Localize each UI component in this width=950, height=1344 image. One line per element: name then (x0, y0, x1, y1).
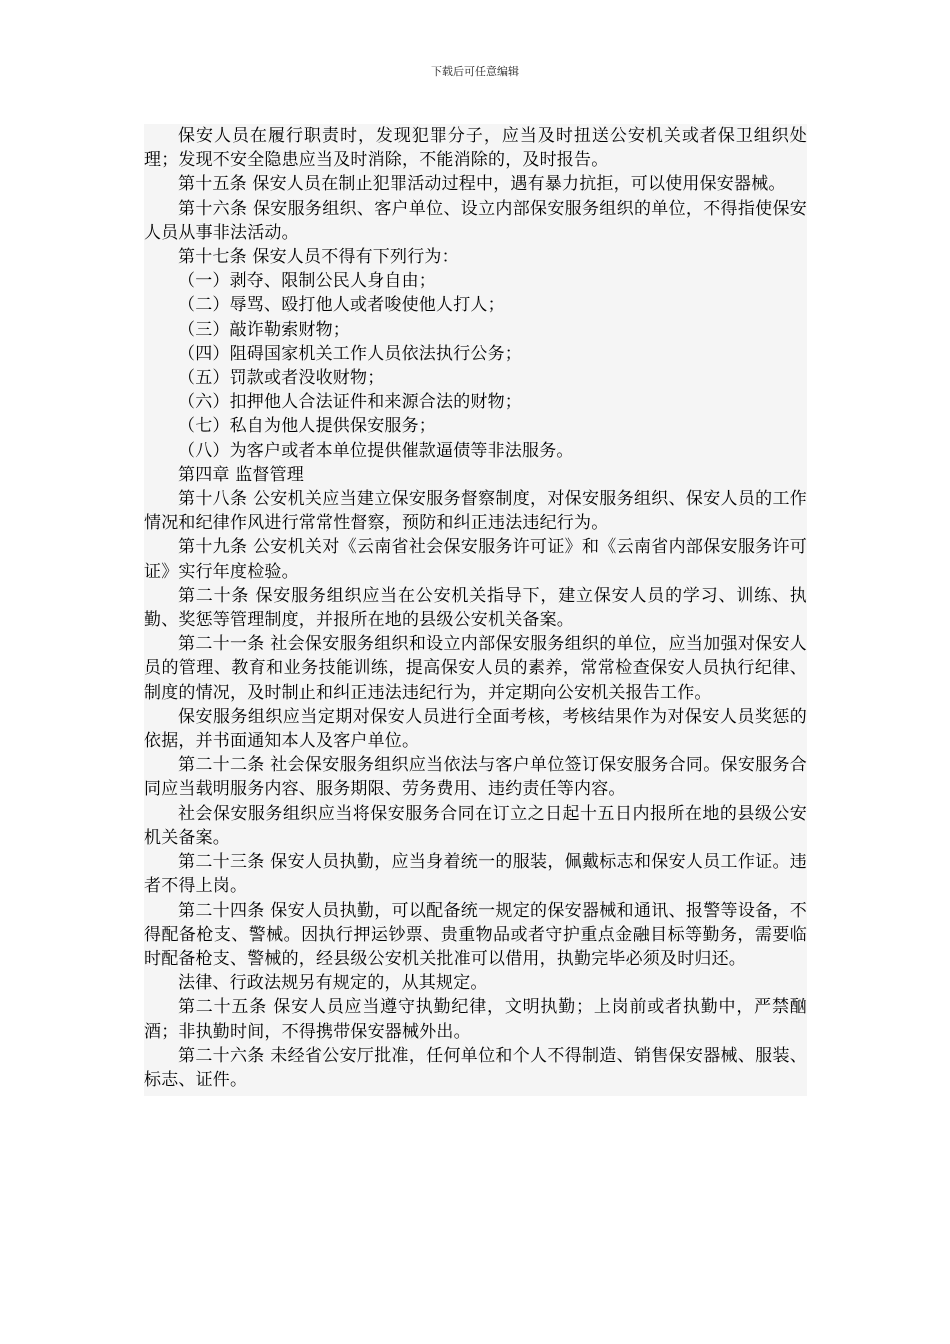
paragraph: 第二十二条 社会保安服务组织应当依法与客户单位签订保安服务合同。保安服务合同应当载明服务内容、服务期限、劳务费用、违约责任等内容。 (144, 755, 807, 800)
page-header-note: 下载后可任意编辑 (431, 65, 519, 78)
paragraph: 第二十五条 保安人员应当遵守执勤纪律，文明执勤；上岗前或者执勤中，严禁酗酒；非执勤时间，不得携带保安器械外出。 (144, 997, 807, 1042)
list-item: （一）剥夺、限制公民人身自由； (178, 271, 436, 292)
list-item: （七）私自为他人提供保安服务； (178, 416, 436, 437)
list-item: （六）扣押他人合法证件和来源合法的财物； (178, 392, 522, 413)
paragraph: 第十九条 公安机关对《云南省社会保安服务许可证》和《云南省内部保安服务许可证》实行年度检验。 (144, 537, 807, 582)
paragraph: 社会保安服务组织应当将保安服务合同在订立之日起十五日内报所在地的县级公安机关备案。 (144, 803, 807, 848)
list-item: （四）阻碍国家机关工作人员依法执行公务； (178, 343, 522, 364)
paragraph: 保安人员在履行职责时，发现犯罪分子，应当及时扭送公安机关或者保卫组织处理；发现不安全隐患应当及时消除，不能消除的，及时报告。 (144, 126, 807, 171)
list-item: （八）为客户或者本单位提供催款逼债等非法服务。 (178, 440, 574, 461)
document-body (144, 124, 807, 1096)
chapter-heading: 第四章 监督管理 (178, 464, 305, 485)
paragraph: 第十八条 公安机关应当建立保安服务督察制度，对保安服务组织、保安人员的工作情况和纪律作风进行常常性督察，预防和纠正违法违纪行为。 (144, 489, 807, 534)
list-item: （二）辱骂、殴打他人或者唆使他人打人； (178, 295, 505, 316)
paragraph: 第二十条 保安服务组织应当在公安机关指导下，建立保安人员的学习、训练、执勤、奖惩等管理制度，并报所在地的县级公安机关备案。 (144, 585, 807, 631)
paragraph: 第二十三条 保安人员执勤，应当身着统一的服装，佩戴标志和保安人员工作证。违者不得上岗。 (144, 852, 807, 897)
paragraph: 第二十一条 社会保安服务组织和设立内部保安服务组织的单位，应当加强对保安人员的管理、教育和业务技能训练，提高保安人员的素养，常常检查保安人员执行纪律、制度的情况，及时制止和纠正违法违纪行为，并定期向公安机关报告工作。 (144, 634, 807, 703)
paragraph: 第二十六条 未经省公安厅批准，任何单位和个人不得制造、销售保安器械、服装、标志、证件。 (144, 1045, 807, 1090)
paragraph: 第二十四条 保安人员执勤，可以配备统一规定的保安器械和通讯、报警等设备，不得配备枪支、警械。因执行押运钞票、贵重物品或者守护重点金融目标等勤务，需要临时配备枪支、警械的，经县级公安机关批准可以借用，执勤完毕必须及时归还。 (144, 900, 807, 969)
list-item: （三）敲诈勒索财物； (178, 319, 350, 340)
paragraph: 保安服务组织应当定期对保安人员进行全面考核，考核结果作为对保安人员奖惩的依据，并书面通知本人及客户单位。 (144, 706, 807, 752)
paragraph: 第十七条 保安人员不得有下列行为： (178, 247, 459, 268)
paragraph: 法律、行政法规另有规定的，从其规定。 (178, 973, 488, 994)
paragraph: 第十五条 保安人员在制止犯罪活动过程中，遇有暴力抗拒，可以使用保安器械。 (178, 174, 786, 195)
paragraph: 第十六条 保安服务组织、客户单位、设立内部保安服务组织的单位，不得指使保安人员从事非法活动。 (144, 198, 807, 243)
list-item: （五）罚款或者没收财物； (178, 368, 385, 389)
